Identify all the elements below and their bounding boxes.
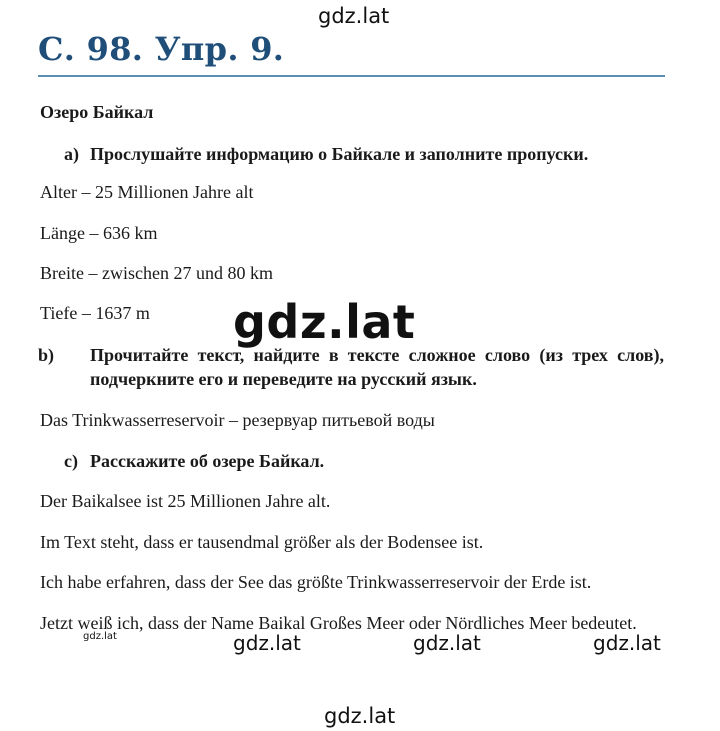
- task-a-text: Прослушайте информацию о Байкале и заполните пропуски.: [90, 144, 589, 164]
- watermark-bottom-3: gdz.lat: [593, 631, 661, 655]
- story-line-1: Der Baikalsee ist 25 Millionen Jahre alt.: [40, 491, 331, 511]
- watermark-small: gdz.lat: [83, 631, 117, 642]
- story-line-4: Jetzt weiß ich, dass der Name Baikal Großes Meer oder Nördliches Meer bedeutet.: [40, 613, 637, 633]
- task-b-text: Прочитайте текст, найдите в тексте сложное слово (из трех слов), подчеркните его и переведите на русский язык.: [90, 345, 664, 389]
- watermark-top: gdz.lat: [318, 4, 390, 28]
- story-line-2: Im Text steht, dass er tausendmal größer als der Bodensee ist.: [40, 532, 484, 552]
- task-b: [38, 343, 664, 391]
- task-c-marker: c): [64, 451, 78, 471]
- task-c-text: Расскажите об озере Байкал.: [90, 451, 325, 471]
- watermark-footer: gdz.lat: [324, 704, 396, 728]
- task-a: [64, 142, 664, 166]
- page-title: С. 98. Упр. 9.: [38, 30, 285, 68]
- fact-width: Breite – zwischen 27 und 80 km: [40, 263, 273, 283]
- watermark-bottom-1: gdz.lat: [233, 631, 301, 655]
- task-b-marker: b): [38, 345, 55, 365]
- answer-b: Das Trinkwasserreservoir – резервуар питьевой воды: [40, 410, 435, 430]
- watermark-center: gdz.lat: [233, 295, 416, 349]
- title-divider: [38, 75, 665, 77]
- fact-depth: Tiefe – 1637 m: [40, 303, 150, 323]
- task-c: [64, 449, 664, 473]
- fact-length: Länge – 636 km: [40, 223, 158, 243]
- section-title: Озеро Байкал: [40, 102, 154, 122]
- task-a-marker: a): [64, 144, 79, 164]
- story-line-3: Ich habe erfahren, dass der See das größte Trinkwasserreservoir der Erde ist.: [40, 572, 592, 592]
- watermark-bottom-2: gdz.lat: [413, 631, 481, 655]
- fact-age: Alter – 25 Millionen Jahre alt: [40, 182, 254, 202]
